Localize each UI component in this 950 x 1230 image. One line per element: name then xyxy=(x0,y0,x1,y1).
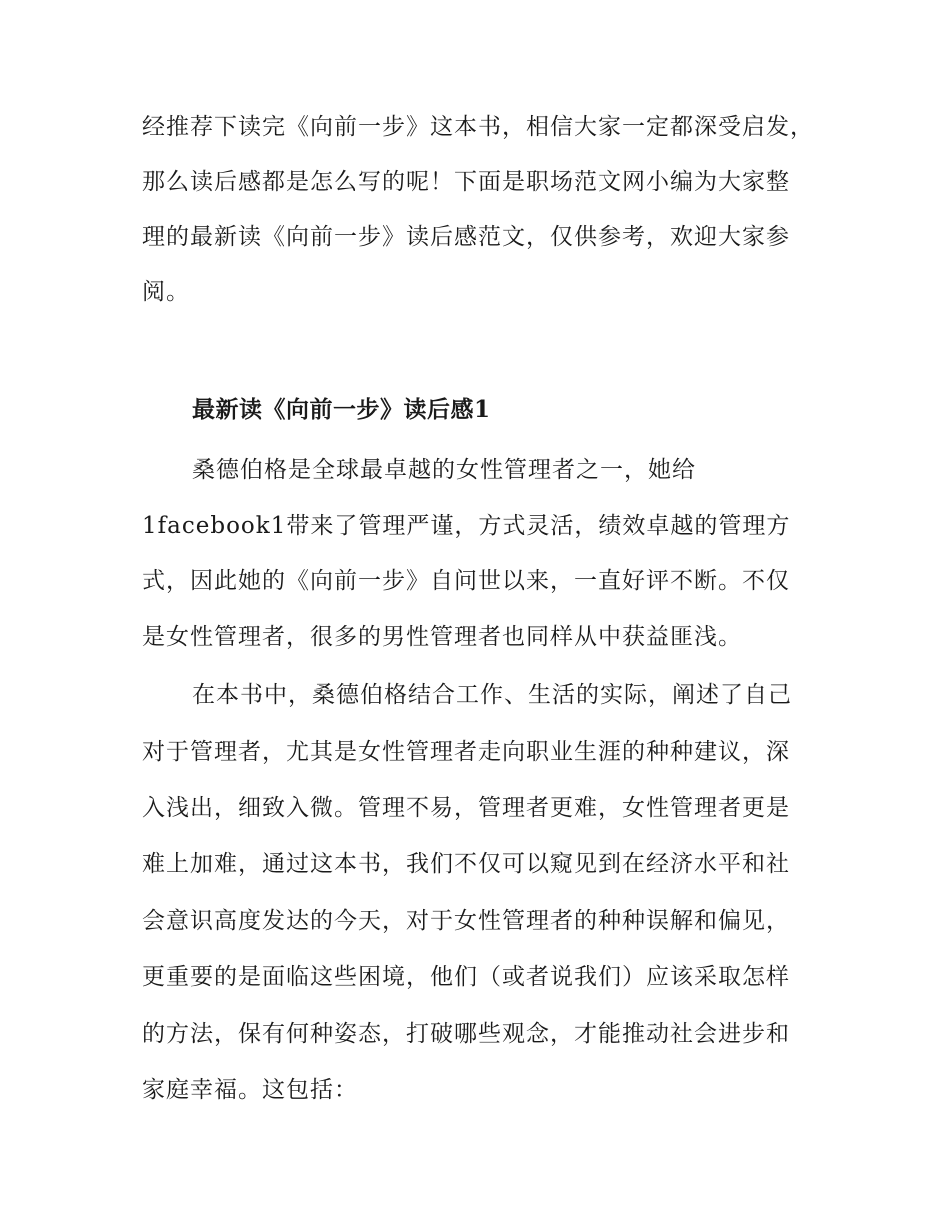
paragraph2-line-4: 难上加难，通过这本书，我们不仅可以窥见到在经济水平和社 xyxy=(142,851,790,877)
intro-line-1: 经推荐下读完《向前一步》这本书，相信大家一定都深受启发， xyxy=(142,114,814,140)
paragraph1-line-3: 式，因此她的《向前一步》自问世以来，一直好评不断。不仅 xyxy=(142,568,790,594)
paragraph2-line-3: 入浅出，细致入微。管理不易，管理者更难，女性管理者更是 xyxy=(142,795,790,821)
intro-line-3: 理的最新读《向前一步》读后感范文，仅供参考，欢迎大家参 xyxy=(142,224,790,250)
paragraph2-line-1: 在本书中，桑德伯格结合工作、生活的实际，阐述了自己 xyxy=(192,682,792,708)
paragraph2-line-2: 对于管理者，尤其是女性管理者走向职业生涯的种种建议，深 xyxy=(142,739,790,765)
paragraph1-line-4: 是女性管理者，很多的男性管理者也同样从中获益匪浅。 xyxy=(142,624,742,650)
paragraph1-line-2: 1facebook1带来了管理严谨，方式灵活，绩效卓越的管理方 xyxy=(142,513,791,539)
paragraph2-line-5: 会意识高度发达的今天，对于女性管理者的种种误解和偏见， xyxy=(142,908,790,934)
paragraph2-line-8: 家庭幸福。这包括： xyxy=(142,1077,358,1103)
intro-line-2: 那么读后感都是怎么写的呢！下面是职场范文网小编为大家整 xyxy=(142,169,790,195)
paragraph2-line-6: 更重要的是面临这些困境，他们（或者说我们）应该采取怎样 xyxy=(142,964,790,990)
section-title: 最新读《向前一步》读后感1 xyxy=(192,396,491,423)
paragraph2-line-7: 的方法，保有何种姿态，打破哪些观念，才能推动社会进步和 xyxy=(142,1021,790,1047)
paragraph1-line-1: 桑德伯格是全球最卓越的女性管理者之一，她给 xyxy=(192,457,696,483)
intro-line-4: 阅。 xyxy=(142,279,190,305)
